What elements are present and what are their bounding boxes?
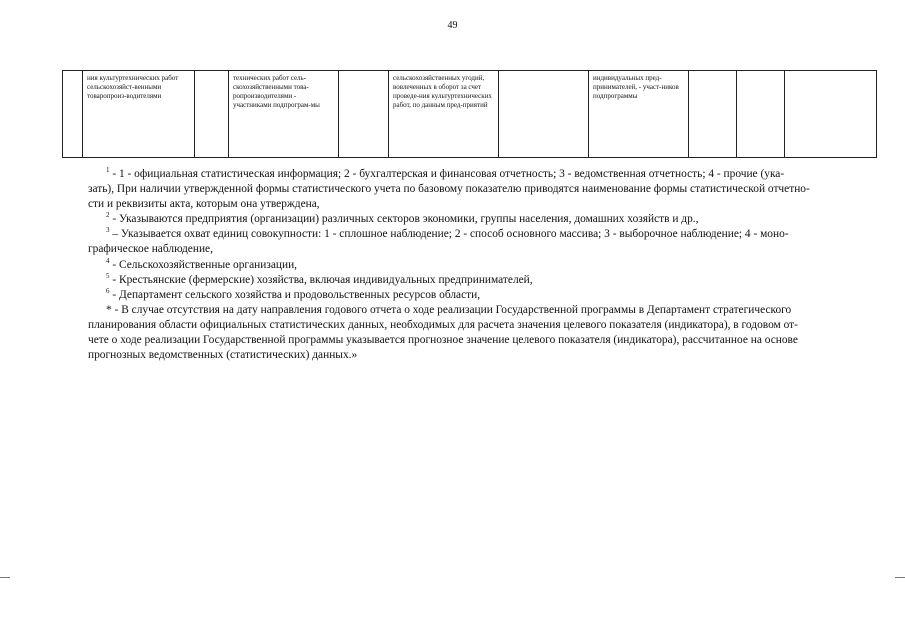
footnote-4 xyxy=(98,258,886,273)
footnote-mark: 5 xyxy=(106,271,110,280)
footnote-mark: 2 xyxy=(106,211,110,220)
footnote-star xyxy=(98,303,886,318)
table-cell xyxy=(499,71,589,158)
footnotes xyxy=(88,166,886,363)
footnote-text: - 1 - официальная статистическая информация; 2 - бухгалтерская и финансовая отчетность; 3 - ведомственная отчетность; 4 - прочие (ука- xyxy=(112,168,785,180)
table-cell xyxy=(785,71,877,158)
footnote-text: - Департамент сельского хозяйства и продовольственных ресурсов области, xyxy=(112,288,481,301)
table-cell: технических работ сель-скохозяйственными това-ропроизводителями - участниками подпрограм-мы xyxy=(229,71,339,158)
scan-edge-mark xyxy=(895,577,905,578)
table-cell xyxy=(689,71,737,158)
table-cell xyxy=(339,71,389,158)
page-number: 49 xyxy=(447,20,458,31)
footnote-3 xyxy=(98,227,886,242)
table-cell: сельскохозяйственных угодий, вовлеченных в оборот за счет проведе-ния культуртехнических работ, по данным пред-приятий xyxy=(389,71,499,158)
table-cell: ния культуртехнических работ сельскохозяйст-венными товаропроиз-водителями xyxy=(83,71,195,158)
footnote-text: - Указываются предприятия (организации) различных секторов экономики, группы населения, домашних хозяйств и др., xyxy=(112,213,699,226)
footnote-1-continuation: зать), При наличии утвержденной формы статистического учета по базовому показателю приводятся наименование формы статистической отчетно- xyxy=(88,183,810,196)
table-cell xyxy=(195,71,229,158)
footnote-mark: 3 xyxy=(106,226,110,235)
footnote-text: - В случае отсутствия на дату направления годового отчета о ходе реализации Государственной программы в Департамент стратегического xyxy=(114,303,792,316)
footnote-1 xyxy=(98,167,886,182)
footnote-mark: 4 xyxy=(106,256,110,265)
table-row xyxy=(63,71,877,158)
footnote-2 xyxy=(98,212,886,227)
footnote-star-continuation: планирования области официальных статистических данных, необходимых для расчета значения целевого показателя (индикатора), в годовом от- xyxy=(88,318,798,331)
table-cell xyxy=(737,71,785,158)
footnote-3-continuation: графическое наблюдение, xyxy=(88,243,213,256)
footnote-mark: 6 xyxy=(106,286,110,295)
footnote-text: - Сельскохозяйственные организации, xyxy=(112,258,298,271)
footnote-1-continuation: сти и реквизиты акта, которым она утверждена, xyxy=(88,198,320,211)
footnote-6 xyxy=(98,288,886,303)
footnote-mark: 1 xyxy=(106,166,110,174)
footnote-5 xyxy=(98,273,886,288)
table-cell: индивидуальных пред-принимателей, - участ-ников подпрограммы xyxy=(589,71,689,158)
footnote-star-continuation: прогнозных ведомственных (статистических) данных.» xyxy=(88,349,358,362)
footnote-mark: * xyxy=(106,303,112,316)
table-cell xyxy=(63,71,83,158)
footnote-text: - Крестьянские (фермерские) хозяйства, включая индивидуальных предпринимателей, xyxy=(112,273,533,286)
table-fragment xyxy=(62,70,877,158)
scan-edge-mark xyxy=(0,577,10,578)
footnote-star-continuation: чете о ходе реализации Государственной программы указывается прогнозное значение целевого показателя (индикатора), рассчитанное на основе xyxy=(88,334,798,347)
footnote-text: – Указывается охват единиц совокупности: 1 - сплошное наблюдение; 2 - способ основного массива; 3 - выборочное наблюдение; 4 - моно- xyxy=(112,228,789,241)
